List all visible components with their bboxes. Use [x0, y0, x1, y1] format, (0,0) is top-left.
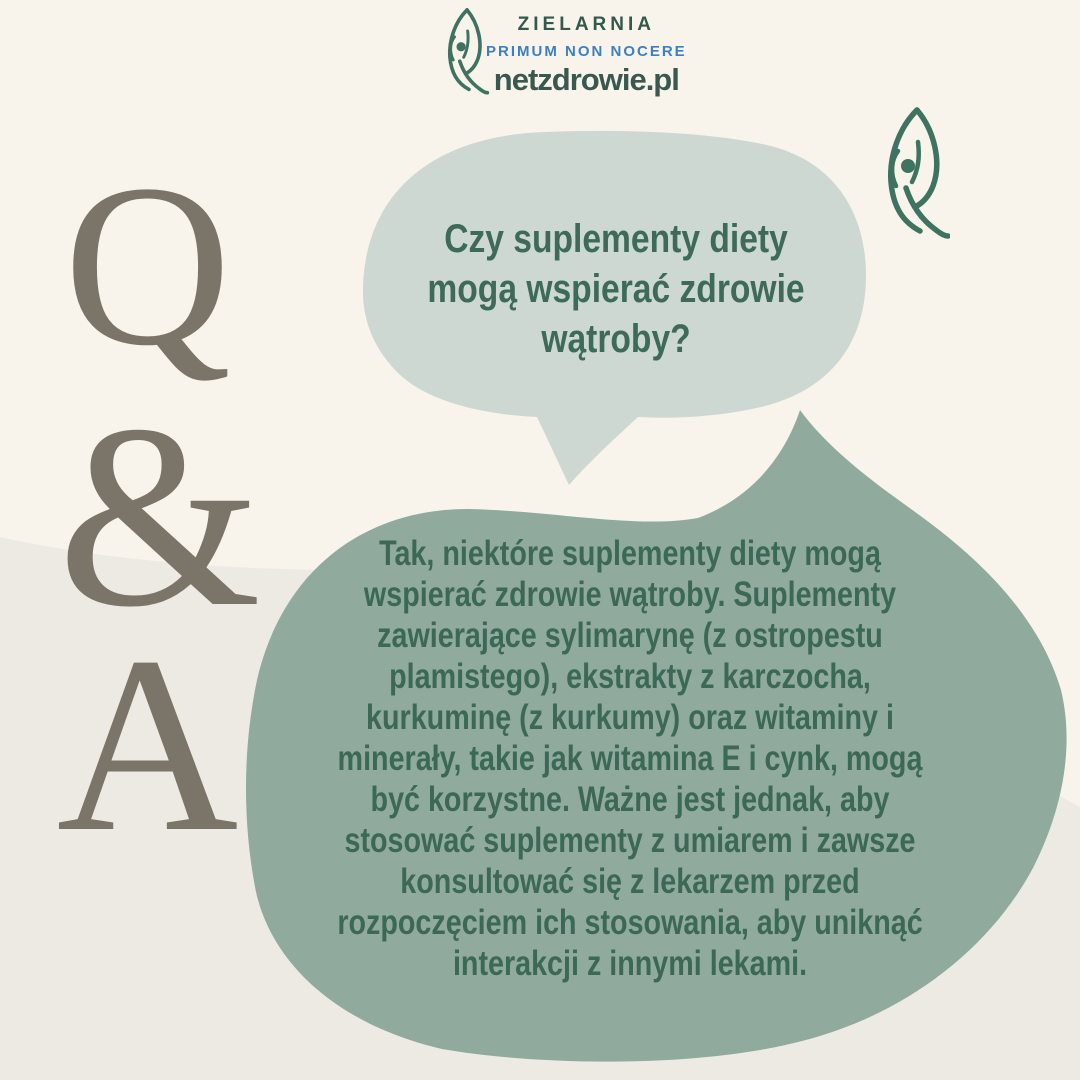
question-line: Czy suplementy diety	[444, 217, 788, 261]
leaf-spacer	[436, 12, 482, 96]
answer-text	[294, 533, 966, 984]
letter-ampersand: &	[57, 371, 262, 661]
answer-line: konsultować się z lekarzem przed	[400, 862, 860, 901]
leaf-person-icon	[884, 104, 950, 244]
letter-a: A	[56, 604, 239, 884]
question-line: wątroby?	[541, 317, 691, 361]
letter-q: Q	[63, 137, 232, 394]
answer-line: Tak, niektóre suplementy diety mogą	[379, 534, 881, 573]
brand-name: ZIELARNIA	[517, 14, 655, 35]
answer-line: plamistego), ekstrakty z karczocha,	[389, 657, 871, 696]
answer-line: zawierające sylimarynę (z ostropestu	[377, 616, 883, 655]
logo-text	[486, 8, 687, 98]
answer-line: stosować suplementy z umiarem i zawsze	[344, 821, 916, 860]
answer-line: interakcji z innymi lekami.	[452, 944, 808, 983]
answer-line: być korzystne. Ważne jest jednak, aby	[370, 780, 890, 819]
question-line: mogą wspierać zdrowie	[427, 267, 805, 311]
answer-line: wspierać zdrowie wątroby. Suplementy	[363, 575, 897, 614]
answer-line: kurkuminę (z kurkumy) oraz witaminy i	[366, 698, 894, 737]
question-text	[414, 214, 817, 364]
logo	[436, 8, 687, 98]
brand-motto: PRIMUM NON NOCERE	[486, 43, 687, 60]
answer-line: rozpoczęciem ich stosowania, aby uniknąć	[337, 903, 923, 942]
answer-line: minerały, takie jak witamina E i cynk, mogą	[337, 739, 923, 778]
site-name: netzdrowie.pl	[493, 62, 679, 97]
